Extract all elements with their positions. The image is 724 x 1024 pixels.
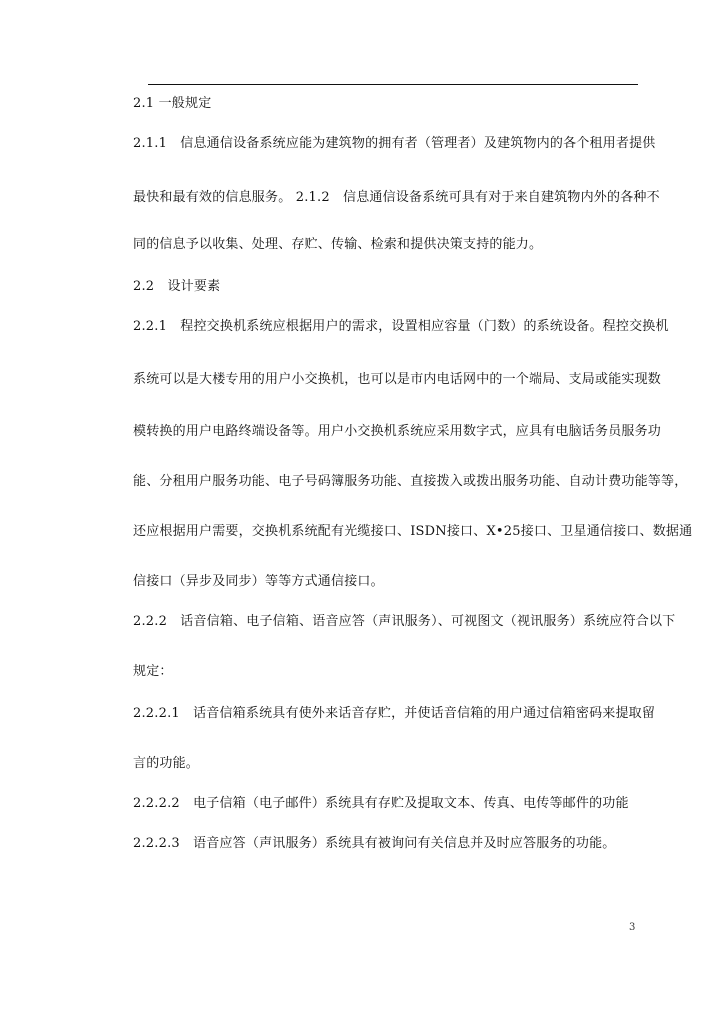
- paragraph-line: 规定：: [133, 664, 173, 679]
- header-rule: [148, 84, 638, 85]
- paragraph-line: 模转换的用户电路终端设备等。用户小交换机系统应采用数字式，应具有电脑话务员服务功: [133, 424, 662, 439]
- page-number: 3: [629, 922, 636, 933]
- paragraph-line: 能、分租用户服务功能、电子号码簿服务功能、直接拨入或拨出服务功能、自动计费功能等等，: [133, 474, 688, 489]
- paragraph-line: 2.2.2.1 话音信箱系统具有使外来话音存贮，并使话音信箱的用户通过信箱密码来提取留: [133, 706, 656, 721]
- paragraph-line: 言的功能。: [133, 756, 200, 771]
- paragraph-line: 同的信息予以收集、处理、存贮、传输、检索和提供决策支持的能力。: [133, 237, 543, 252]
- paragraph-line: 2.1.1 信息通信设备系统应能为建筑物的拥有者（管理者）及建筑物内的各个租用者提供: [133, 136, 656, 151]
- paragraph-line: 2.2.2.3 语音应答（声讯服务）系统具有被询问有关信息并及时应答服务的功能。: [133, 836, 616, 851]
- paragraph-line: 2.2.2 话音信箱、电子信箱、语音应答（声讯服务）、可视图文（视讯服务）系统应符合以下: [133, 614, 676, 629]
- paragraph-line: 最快和最有效的信息服务。 2.1.2 信息通信设备系统可具有对于来自建筑物内外的各种不: [133, 190, 660, 205]
- paragraph-line: 系统可以是大楼专用的用户小交换机，也可以是市内电话网中的一个端局、支局或能实现数: [133, 372, 662, 387]
- paragraph-line: 还应根据用户需要，交换机系统配有光缆接口、ISDN接口、X•25接口、卫星通信接口、数据通: [133, 524, 693, 539]
- paragraph-line: 信接口（异步及同步）等等方式通信接口。: [133, 574, 384, 589]
- paragraph-line: 2.2.1 程控交换机系统应根据用户的需求，设置相应容量（门数）的系统设备。程控交换机: [133, 319, 669, 334]
- heading-2-2: 2.2 设计要素: [133, 279, 221, 294]
- heading-2-1: 2.1 一般规定: [133, 96, 212, 111]
- paragraph-line: 2.2.2.2 电子信箱（电子邮件）系统具有存贮及提取文本、传真、电传等邮件的功能: [133, 796, 629, 811]
